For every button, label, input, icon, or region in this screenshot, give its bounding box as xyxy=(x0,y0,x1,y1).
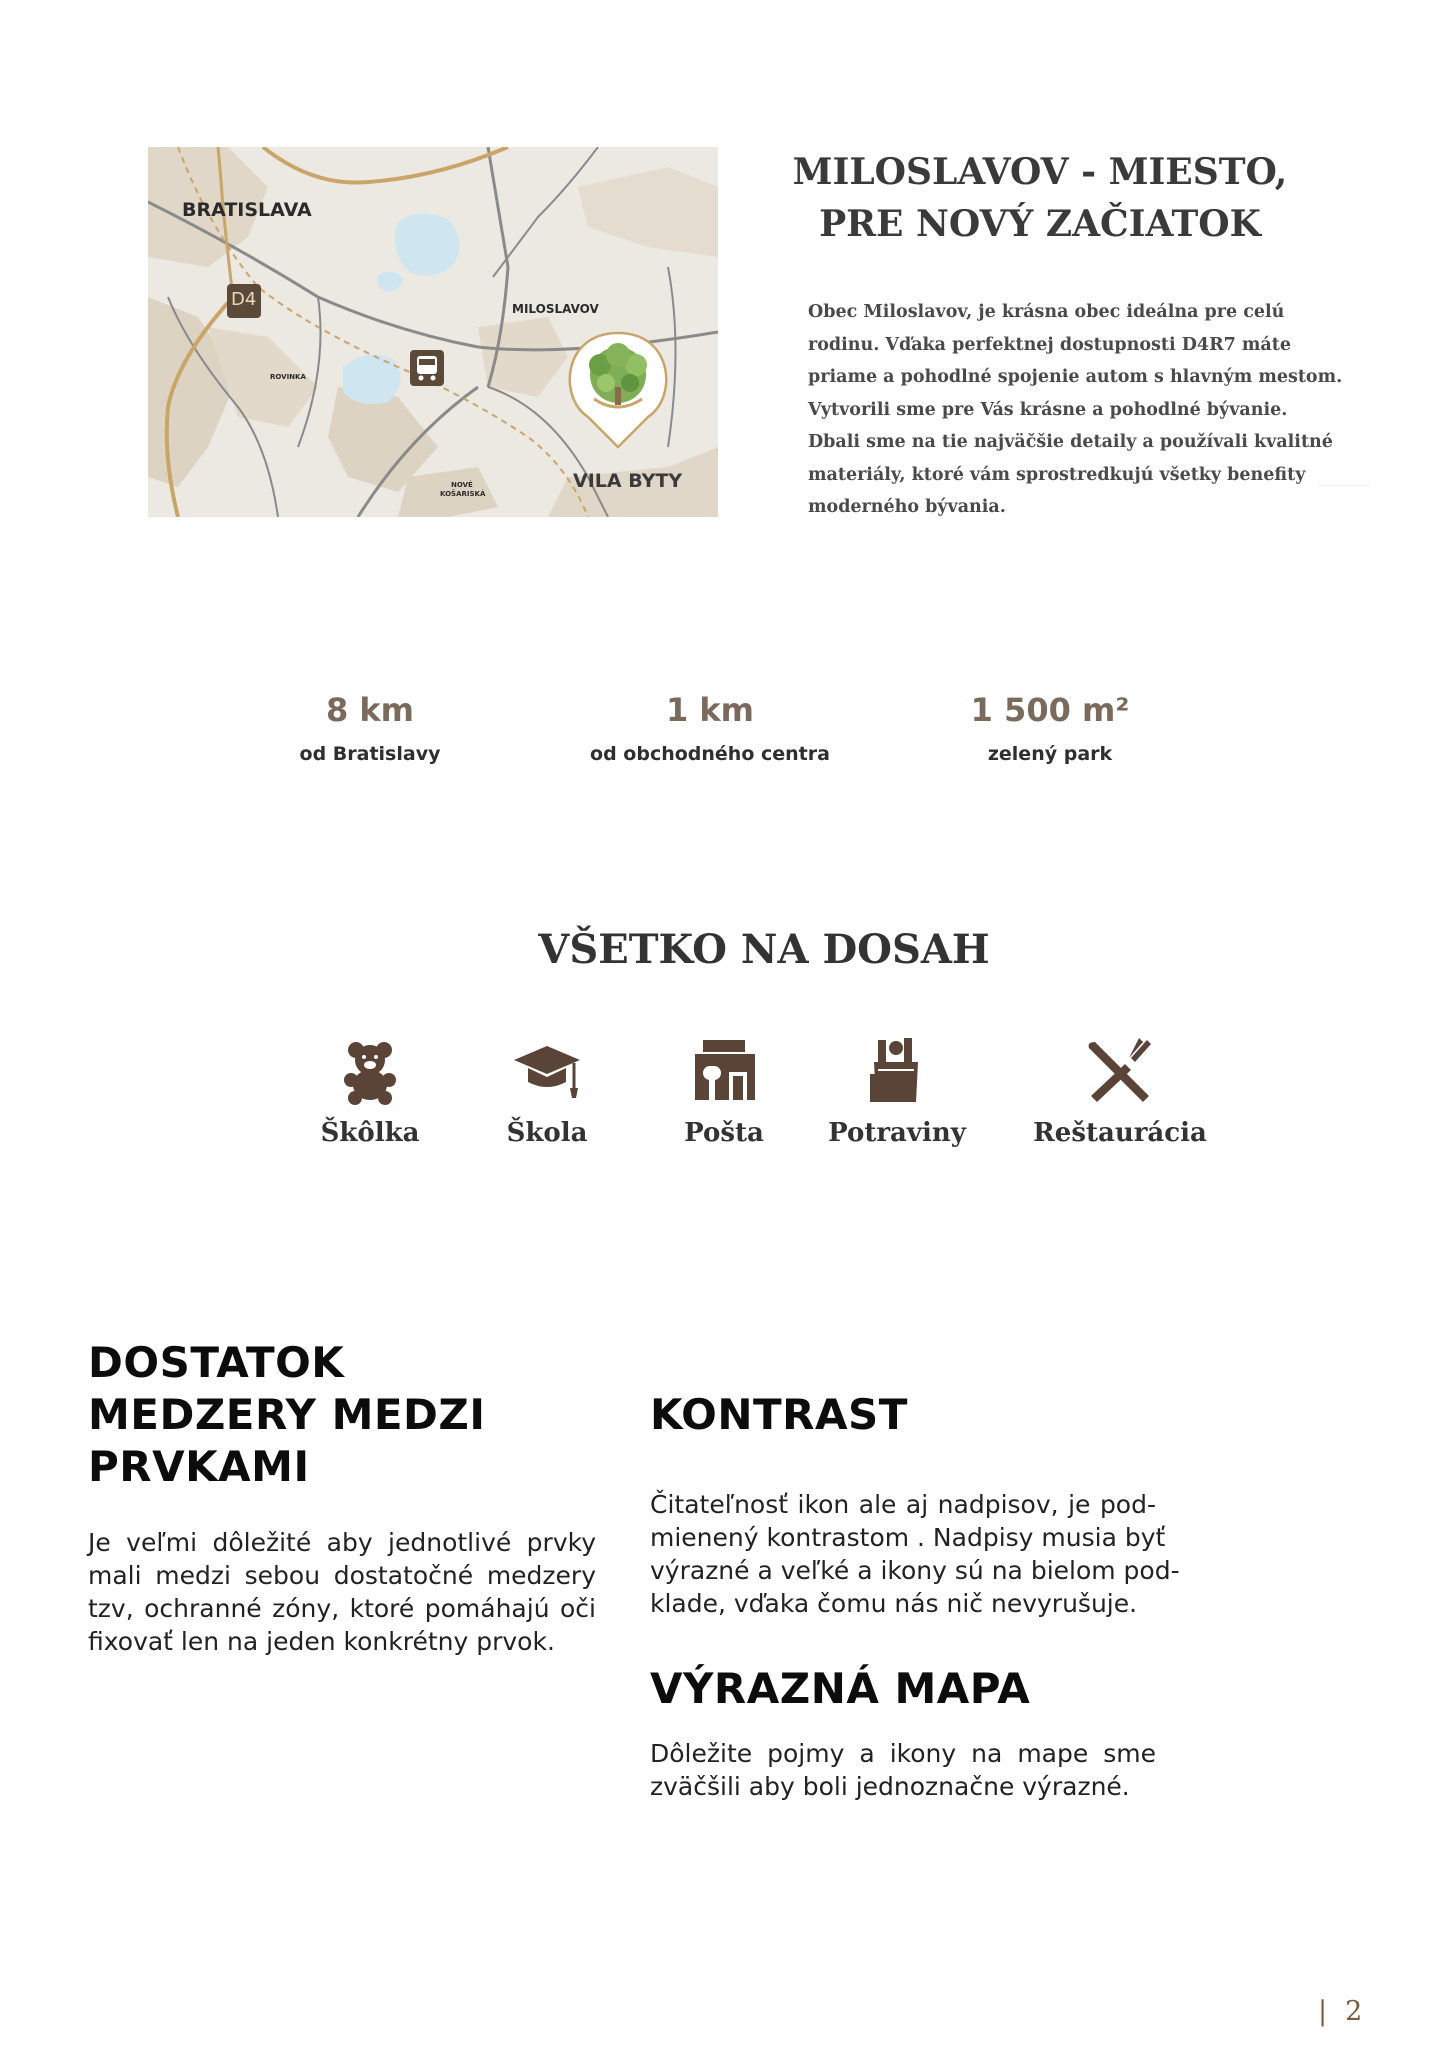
hero-text-line: moderného bývania. xyxy=(808,497,1006,517)
stat-distance-shopping xyxy=(560,690,860,766)
map-label-miloslavov: MILOSLAVOV xyxy=(512,302,599,316)
map-label-nove: NOVÉ xyxy=(451,481,473,489)
tip-title-map: VÝRAZNÁ MAPA xyxy=(650,1664,1031,1713)
amenity-groceries xyxy=(797,1036,997,1150)
location-map xyxy=(148,147,718,517)
amenity-label: Škola xyxy=(506,1118,588,1148)
tip-text-line: výrazné a veľké a ikony sú na bielom pod- xyxy=(650,1556,1180,1585)
map-label-d4: D4 xyxy=(231,289,257,310)
section-title-reach: VŠETKO NA DOSAH xyxy=(538,926,990,973)
hero-title xyxy=(760,146,1320,250)
map-label-vila: VILA BYTY xyxy=(573,470,683,492)
tip-text-line: klade, vďaka čomu nás nič nevyrušuje. xyxy=(650,1589,1138,1618)
page-separator: | xyxy=(1318,1996,1328,2027)
hero-text-line: priame a pohodlné spojenie autom s hlavným mestom. xyxy=(808,367,1343,387)
tip-title-line: MEDZERY MEDZI xyxy=(88,1390,486,1439)
tip-title-line: DOSTATOK xyxy=(88,1338,345,1387)
tip-title-contrast: KONTRAST xyxy=(650,1390,908,1439)
tip-text-map xyxy=(650,1737,1156,1803)
hero-text-line: Vytvorili sme pre Vás krásne a pohodlné bývanie. xyxy=(808,399,1288,420)
tip-text-line: Čitateľnosť ikon ale aj nadpisov, je pod- xyxy=(650,1490,1156,1519)
amenity-kindergarten xyxy=(270,1036,470,1150)
hero-title-line: MILOSLAVOV - MIESTO, xyxy=(792,151,1288,193)
stat-park-area xyxy=(900,690,1200,766)
amenity-label: Potraviny xyxy=(828,1118,966,1148)
stat-distance-bratislava xyxy=(220,690,520,766)
bus-icon xyxy=(410,350,444,386)
divider xyxy=(1318,485,1370,486)
teddy-bear-icon xyxy=(335,1036,405,1106)
tip-text-line: mienený kontrastom . Nadpisy musia byť xyxy=(650,1523,1166,1552)
stat-value: 1 500 m² xyxy=(970,691,1130,729)
stat-label: od obchodného centra xyxy=(590,743,830,765)
post-office-icon xyxy=(689,1036,759,1106)
amenity-post-office xyxy=(624,1036,824,1150)
hero-text-line: Dbali sme na tie najväčšie detaily a používali kvalitné xyxy=(808,432,1333,452)
amenity-label: Škôlka xyxy=(320,1118,420,1148)
tip-text-contrast xyxy=(650,1488,1180,1620)
fork-knife-icon xyxy=(1085,1036,1155,1106)
amenity-school xyxy=(447,1036,647,1150)
amenity-label: Pošta xyxy=(684,1118,764,1148)
page-number-value: 2 xyxy=(1345,1996,1363,2027)
tip-title-spacing xyxy=(88,1337,486,1493)
map-label-rovinka: ROVINKA xyxy=(270,373,306,381)
hero-text-line: rodinu. Vďaka perfektnej dostupnosti D4R7 máte xyxy=(808,334,1291,355)
amenity-label: Reštaurácia xyxy=(1033,1118,1207,1148)
stat-value: 1 km xyxy=(665,691,755,729)
tip-text-line: mali medzi sebou dostatočné medzery xyxy=(88,1561,596,1590)
hero-title-line: PRE NOVÝ ZAČIATOK xyxy=(819,203,1261,245)
tip-text-spacing xyxy=(88,1526,596,1658)
tip-title-line: PRVKAMI xyxy=(88,1442,310,1491)
amenity-restaurant xyxy=(1020,1036,1220,1150)
tip-text-line: Je veľmi dôležité aby jednotlivé prvky xyxy=(88,1528,596,1557)
tip-text-line: Dôležite pojmy a ikony na mape sme xyxy=(650,1739,1156,1768)
stat-value: 8 km xyxy=(325,691,415,729)
graduation-cap-icon xyxy=(512,1036,582,1106)
page-number xyxy=(1318,1996,1362,2027)
stat-label: zelený park xyxy=(987,743,1113,765)
hero-text-line: materiály, ktoré vám sprostredkujú všetky benefity xyxy=(808,464,1306,485)
map-label-bratislava: BRATISLAVA xyxy=(182,199,312,221)
tip-text-line: zväčšili aby boli jednoznačne výrazné. xyxy=(650,1772,1130,1801)
stat-label: od Bratislavy xyxy=(299,743,441,765)
hero-description xyxy=(808,296,1343,524)
tip-text-line: tzv, ochranné zóny, ktoré pomáhajú oči xyxy=(88,1594,596,1623)
map-label-kosariska: KOŠARISKÁ xyxy=(440,490,486,498)
grocery-bag-icon xyxy=(862,1036,932,1106)
tip-text-line: fixovať len na jeden konkrétny prvok. xyxy=(88,1627,555,1656)
hero-text-line: Obec Miloslavov, je krásna obec ideálna pre celú xyxy=(808,302,1285,322)
